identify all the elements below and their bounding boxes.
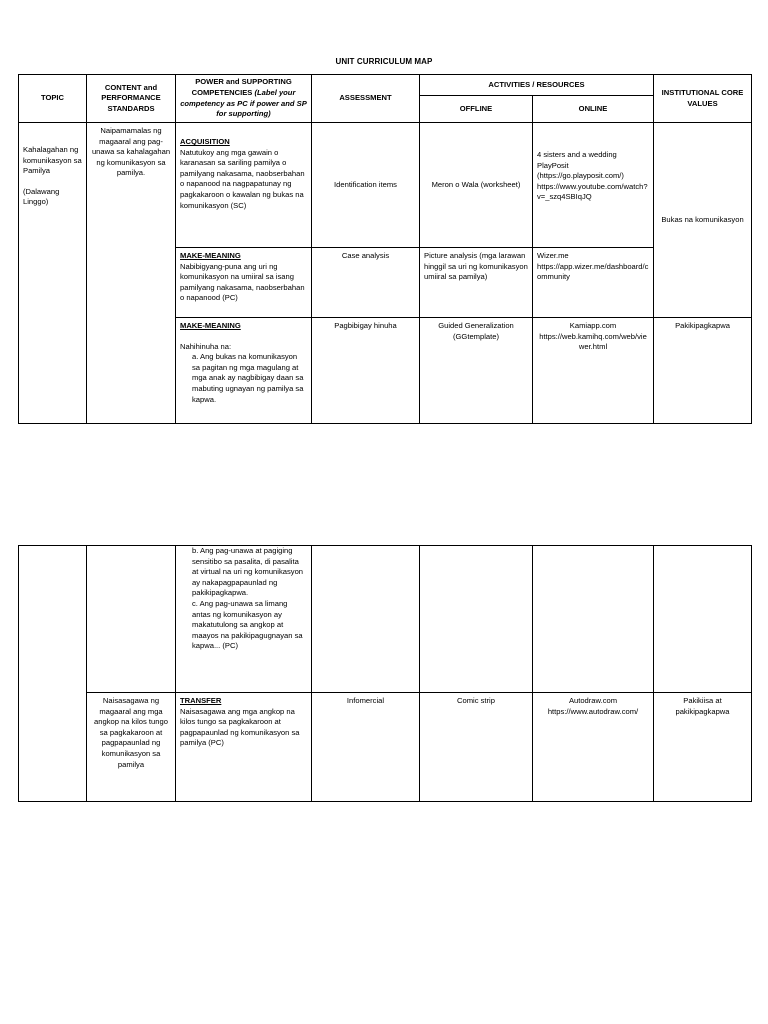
online-cell-4: Autodraw.com https://www.autodraw.com/: [533, 693, 654, 802]
content-continued-cell: [87, 546, 176, 693]
content-standard-cell: Naipamamalas ng magaaral ang pag-unawa sa kahalagahan ng komunikasyon sa pamilya.: [87, 123, 176, 424]
stage-label: MAKE-MEANING: [180, 321, 241, 330]
header-power-label: POWER and SUPPORTING COMPETENCIES: [191, 77, 292, 97]
header-power-competencies: [176, 75, 312, 123]
online-cell-2: Wizer.me https://app.wizer.me/dashboard/community: [533, 248, 654, 318]
header-assessment: ASSESSMENT: [312, 75, 420, 123]
topic-continued-cell: [19, 546, 87, 802]
competency-item-b: b. Ang pag-unawa at pagiging sensitibo sa pasalita, di pasalita at virtual na uri ng komunikasyon ay nakapagpapaunlad ng pakikipagkapwa.: [192, 546, 304, 598]
stage-label: TRANSFER: [180, 696, 222, 705]
header-power-note: (Label your competency as PC if power and SP for supporting): [180, 87, 307, 119]
header-core-values: INSTITUTIONAL CORE VALUES: [654, 75, 752, 123]
core-value-cell-2: Pakikipagkapwa: [654, 318, 752, 424]
topic-cell: [19, 123, 87, 424]
stage-label: ACQUISITION: [180, 137, 230, 146]
stage-label: MAKE-MEANING: [180, 251, 241, 260]
competency-text: Naisasagawa ang mga angkop na kilos tungo sa pagkakaroon at pagpapaunlad ng komunikasyon sa pamilya (PC): [180, 706, 300, 748]
curriculum-map-table-part-2: [18, 545, 752, 802]
competency-intro: Nahihinuha na:: [180, 341, 232, 351]
offline-cell-2: Picture analysis (mga larawan hinggil sa uri ng komunikasyon umiiral sa pamilya): [420, 248, 533, 318]
online-cell-3: Kamiapp.com https://web.kamihq.com/web/viewer.html: [533, 318, 654, 424]
header-activities: ACTIVITIES / RESOURCES: [420, 75, 654, 96]
assessment-continued-cell: [312, 546, 420, 693]
online-continued-cell: [533, 546, 654, 693]
core-value-cell-1: Bukas na komunikasyon: [654, 123, 752, 318]
offline-cell-1: Meron o Wala (worksheet): [420, 123, 533, 248]
competency-text: Natutukoy ang mga gawain o karanasan sa sariling pamilya o pamilyang nakasama, naobserbahan o napanood na nagpapatunay ng pagkakaroon o kawalan ng bukas na komunikasyon (SC): [180, 147, 305, 210]
header-topic: TOPIC: [19, 75, 87, 123]
competency-cell-3: [176, 318, 312, 424]
topic-name: Kahalagahan ng komunikasyon sa Pamilya: [23, 145, 82, 176]
header-offline: OFFLINE: [420, 96, 533, 123]
header-content-standards: CONTENT and PERFORMANCE STANDARDS: [87, 75, 176, 123]
offline-cell-4: Comic strip: [420, 693, 533, 802]
header-online: ONLINE: [533, 96, 654, 123]
assessment-cell-4: Infomercial: [312, 693, 420, 802]
topic-duration: (Dalawang Linggo): [23, 186, 60, 207]
competency-cell-4: [176, 693, 312, 802]
curriculum-map-table-part-1: [18, 74, 752, 424]
core-value-cell-3: Pakikiisa at pakikipagkapwa: [654, 693, 752, 802]
competency-item-a: a. Ang bukas na komunikasyon sa pagitan ng mga magulang at mga anak ay nagbibigay daan sa mabuting ugnayan ng pamilya sa kapwa.: [192, 352, 304, 404]
online-cell-1: 4 sisters and a wedding PlayPosit (https://go.playposit.com/) https://www.youtube.com/watch?v=_szq4SBIqJQ: [533, 123, 654, 248]
core-value-continued-cell: [654, 546, 752, 693]
competency-item-c: c. Ang pag-unawa sa limang antas ng komunikasyon ay makatutulong sa angkop at maayos na pakikipagugnayan sa kapwa... (PC): [192, 598, 303, 651]
competency-cell-1: [176, 123, 312, 248]
competency-text: Nabibigyang-puna ang uri ng komunikasyon na umiiral sa isang pamilyang nakasama, naobserbahan o napanood (PC): [180, 261, 305, 303]
competency-cell-3-continued: [176, 546, 312, 693]
assessment-cell-2: Case analysis: [312, 248, 420, 318]
performance-standard-cell: Naisasagawa ng magaaral ang mga angkop na kilos tungo sa pagkakaroon at pagpapaunlad ng komunikasyon sa pamilya: [87, 693, 176, 802]
offline-cell-3: Guided Generalization (GGtemplate): [420, 318, 533, 424]
competency-cell-2: [176, 248, 312, 318]
assessment-cell-1: Identification items: [312, 123, 420, 248]
assessment-cell-3: Pagbibigay hinuha: [312, 318, 420, 424]
page-title: UNIT CURRICULUM MAP: [335, 57, 433, 66]
offline-continued-cell: [420, 546, 533, 693]
